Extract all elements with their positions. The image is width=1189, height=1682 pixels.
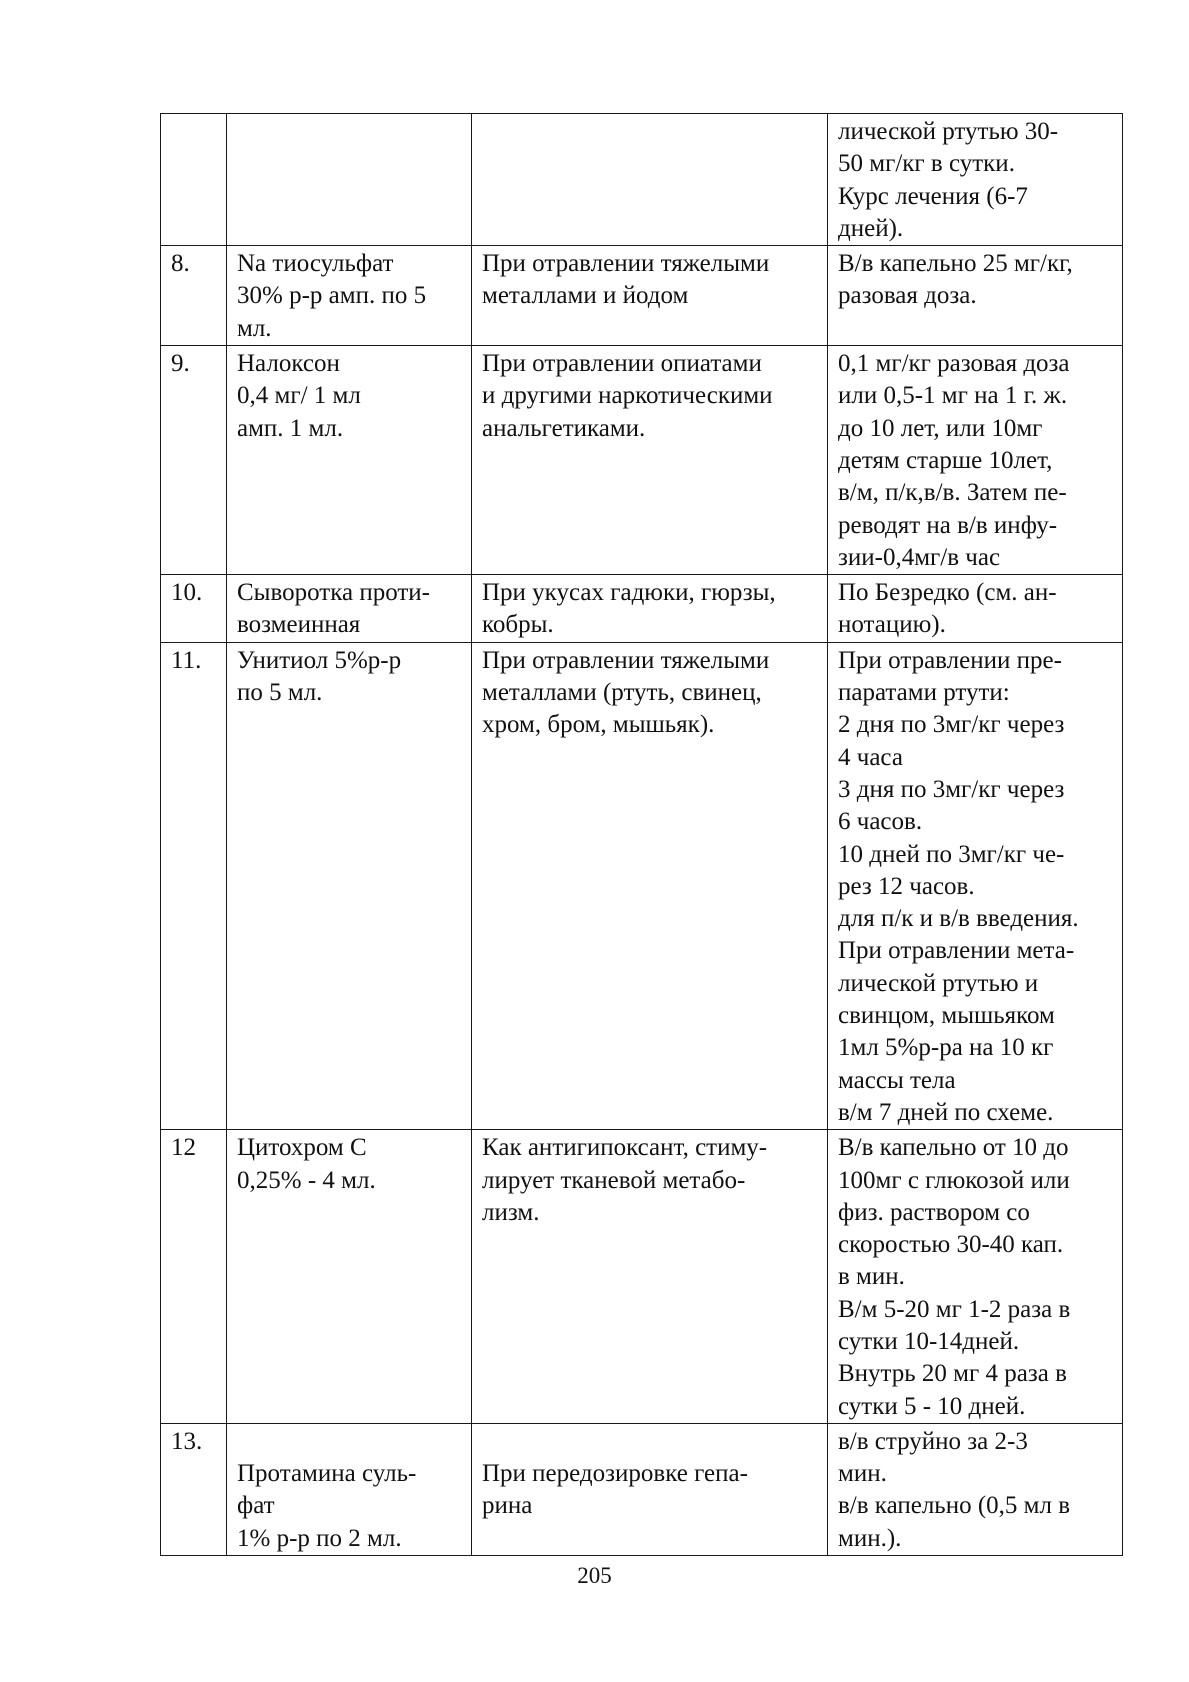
drug-cell: Унитиол 5%р-р по 5 мл. <box>227 642 472 1129</box>
row-number-cell: 9. <box>161 346 227 575</box>
indication-cell <box>472 114 828 246</box>
row-number-cell: 12 <box>161 1130 227 1424</box>
table-row <box>161 114 1123 246</box>
dosage-cell: лической ртутью 30- 50 мг/кг в сутки. Курс лечения (6-7 дней). <box>828 114 1123 246</box>
table-row <box>161 575 1123 643</box>
table-row <box>161 1423 1123 1555</box>
indication-cell: При отравлении тяжелыми металлами (ртуть, свинец, хром, бром, мышьяк). <box>472 642 828 1129</box>
indication-cell: При укусах гадюки, гюрзы, кобры. <box>472 575 828 643</box>
drug-cell: Цитохром С 0,25% - 4 мл. <box>227 1130 472 1424</box>
row-number-cell: 8. <box>161 246 227 346</box>
dosage-cell: 0,1 мг/кг разовая доза или 0,5-1 мг на 1 г. ж. до 10 лет, или 10мг детям старше 10лет, в/м, п/к,в/в. Затем пе- реводят на в/в инфу- зии-0,4мг/в час <box>828 346 1123 575</box>
dosage-cell: По Безредко (см. ан- нотацию). <box>828 575 1123 643</box>
dosage-cell: В/в капельно 25 мг/кг, разовая доза. <box>828 246 1123 346</box>
drug-cell <box>227 114 472 246</box>
row-number-cell: 11. <box>161 642 227 1129</box>
dosage-cell: При отравлении пре- паратами ртути: 2 дня по 3мг/кг через 4 часа 3 дня по 3мг/кг через 6 часов. 10 дней по 3мг/кг че- рез 12 часов. для п/к и в/в введения. При отравлении мета- лической ртутью и свинцом, мышьяком 1мл 5%р-ра на 10 кг массы тела в/м 7 дней по схеме. <box>828 642 1123 1129</box>
dosage-cell: В/в капельно от 10 до 100мг с глюкозой или физ. раствором со скоростью 30-40 кап. в мин. В/м 5-20 мг 1-2 раза в сутки 10-14дней. Внутрь 20 мг 4 раза в сутки 5 - 10 дней. <box>828 1130 1123 1424</box>
row-number-cell <box>161 114 227 246</box>
table-row <box>161 642 1123 1129</box>
drug-cell: Na тиосульфат 30% р-р амп. по 5 мл. <box>227 246 472 346</box>
row-number-cell: 10. <box>161 575 227 643</box>
table-row <box>161 1130 1123 1424</box>
indication-cell: При отравлении опиатами и другими наркотическими анальгетиками. <box>472 346 828 575</box>
table-row <box>161 346 1123 575</box>
indication-cell: При передозировке гепа- рина <box>472 1423 828 1555</box>
drug-cell: Протамина суль- фат 1% р-р по 2 мл. <box>227 1423 472 1555</box>
drug-cell: Налоксон 0,4 мг/ 1 мл амп. 1 мл. <box>227 346 472 575</box>
table-row <box>161 246 1123 346</box>
indication-cell: Как антигипоксант, стиму- лирует тканевой метабо- лизм. <box>472 1130 828 1424</box>
antidote-table <box>160 113 1123 1556</box>
drug-cell: Сыворотка проти- возмеинная <box>227 575 472 643</box>
page-number: 205 <box>577 1563 612 1588</box>
row-number-cell: 13. <box>161 1423 227 1555</box>
indication-cell: При отравлении тяжелыми металлами и йодом <box>472 246 828 346</box>
dosage-cell: в/в струйно за 2-3 мин. в/в капельно (0,5 мл в мин.). <box>828 1423 1123 1555</box>
